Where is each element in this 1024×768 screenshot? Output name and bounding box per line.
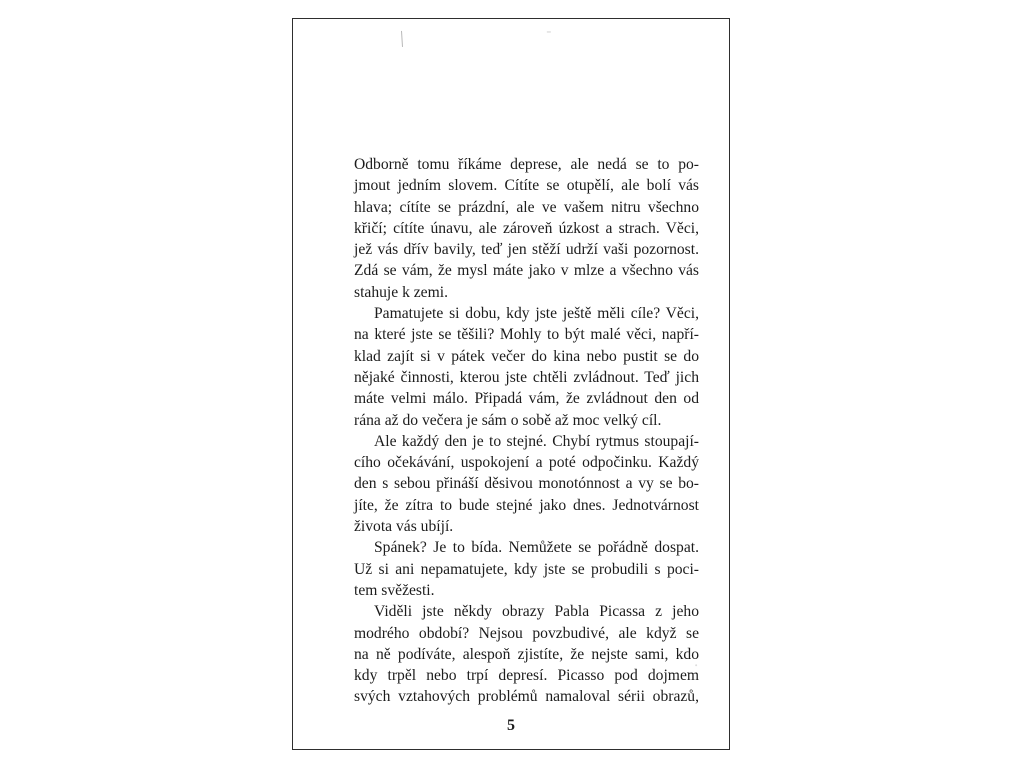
text-line: života vás ubíjí. — [354, 518, 454, 536]
text-line: Odborně tomu říkáme deprese, ale nedá se to po- — [354, 156, 699, 173]
text-line: modrého období? Nejsou povzbudivé, ale když se — [354, 624, 699, 642]
paragraph — [354, 601, 699, 707]
paragraph — [354, 537, 699, 601]
paragraph — [354, 154, 699, 303]
text-line: křičí; cítíte únavu, ale zároveň úzkost a strach. Věci, — [354, 219, 699, 237]
body-text — [354, 154, 699, 708]
text-line: cího očekávání, uspokojení a poté odpočinku. Každý — [354, 454, 699, 472]
text-line: kdy trpěl nebo trpí depresí. Picasso pod dojmem — [354, 667, 699, 685]
text-line: Viděli jste někdy obrazy Pabla Picassa z jeho — [374, 603, 699, 621]
text-line: máte velmi málo. Připadá vám, že zvládnout den od — [354, 390, 699, 408]
book-page — [292, 18, 730, 750]
paragraph — [354, 303, 699, 431]
text-line: Už si ani nepamatujete, kdy jste se probudili s poci- — [354, 560, 699, 578]
paragraph — [354, 431, 699, 537]
text-line: rána až do večera je sám o sobě až moc velký cíl. — [354, 411, 662, 429]
text-line: Spánek? Je to bída. Nemůžete se pořádně dospat. — [374, 539, 699, 557]
text-line: den s sebou přináší děsivou monotónnost a vy se bo- — [354, 475, 699, 493]
text-line: svých vztahových problémů namaloval sérii obrazů, — [354, 688, 699, 706]
text-line: Zdá se vám, že mysl máte jako v mlze a všechno vás — [354, 262, 699, 280]
text-line: Pamatujete si dobu, kdy jste ještě měli cíle? Věci, — [374, 305, 699, 323]
text-line: tem svěžesti. — [354, 581, 435, 599]
text-line: stahuje k zemi. — [354, 283, 448, 301]
text-line: jež vás dřív bavily, teď jen stěží udrží vaši pozornost. — [354, 241, 699, 259]
page-number: 5 — [507, 717, 515, 734]
text-line: jíte, že zítra to bude stejné jako dnes. Jednotvárnost — [354, 496, 699, 514]
text-line: nějaké činnosti, kterou jste chtěli zvládnout. Teď jich — [354, 368, 699, 386]
text-line: na ně podíváte, alespoň zjistíte, že nejste sami, kdo — [354, 645, 699, 663]
text-line: klad zajít si v pátek večer do kina nebo pustit se do — [354, 347, 699, 365]
text-line: na které jste se těšili? Mohly to být malé věci, napří- — [354, 326, 699, 344]
text-line: Ale každý den je to stejné. Chybí rytmus stoupají- — [374, 432, 699, 450]
text-line: hlava; cítíte se prázdní, ale ve vašem nitru všechno — [354, 198, 699, 216]
text-line: jmout jedním slovem. Cítíte se otupělí, ale bolí vás — [354, 177, 699, 195]
